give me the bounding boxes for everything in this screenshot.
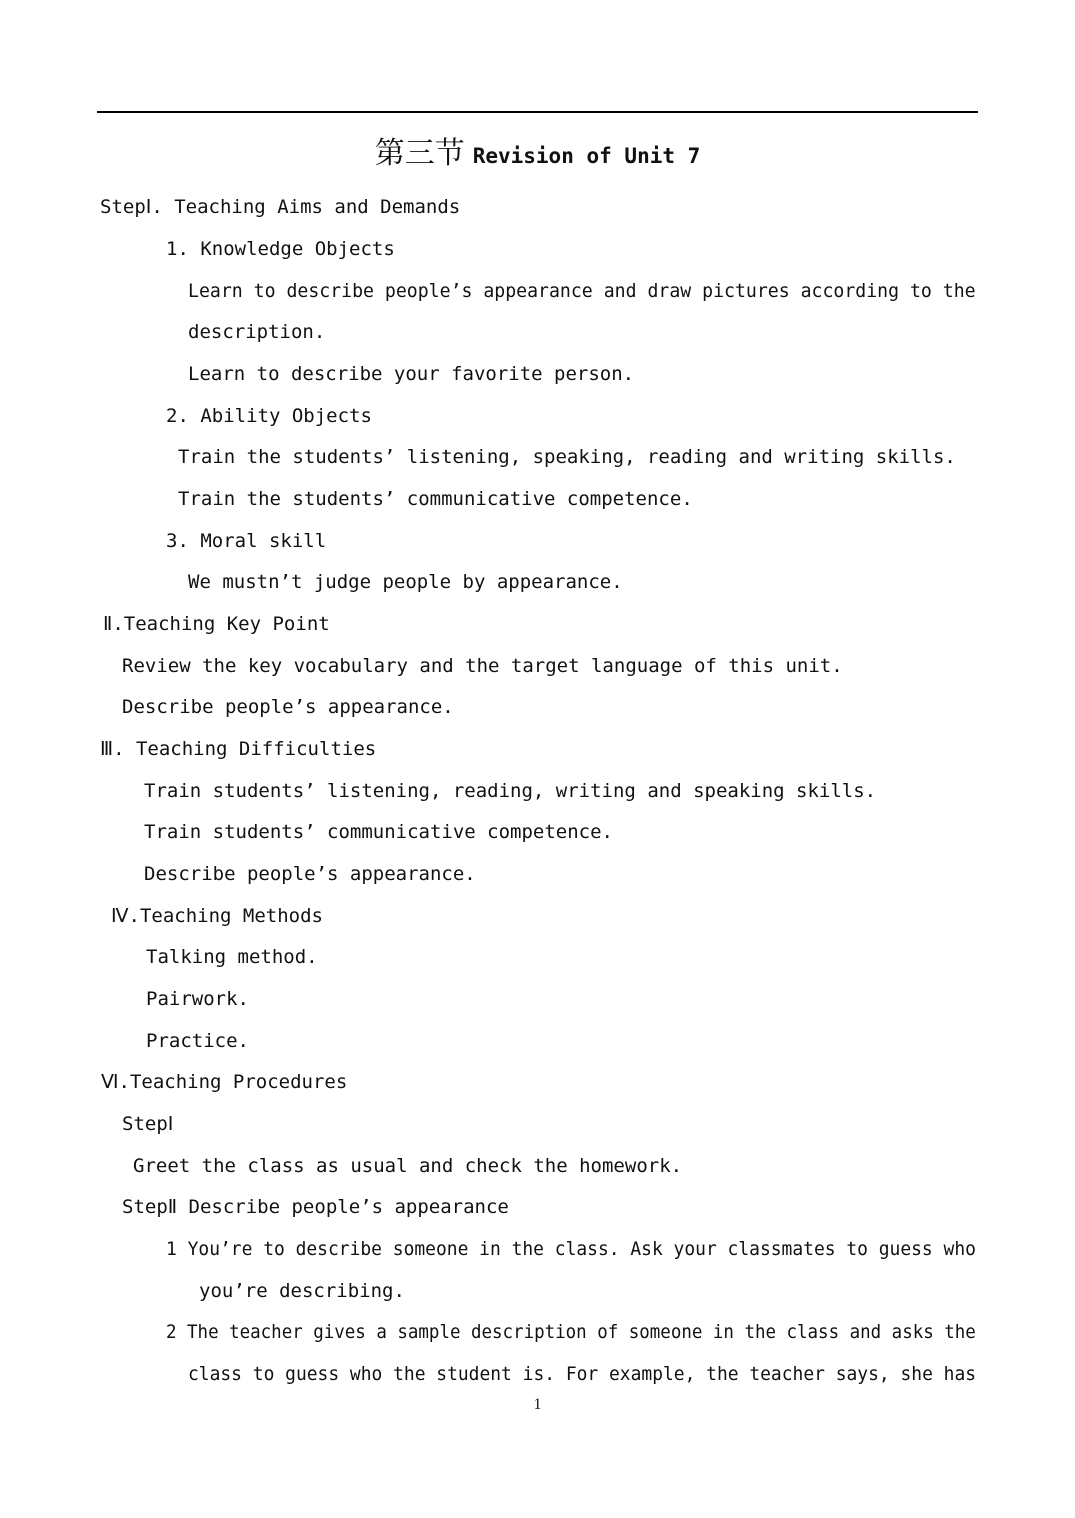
title-english: Revision of Unit 7 [472, 144, 701, 168]
text-line: Train students’ listening, reading, writing and speaking skills. [144, 780, 877, 802]
text-line: description. [188, 321, 326, 343]
subheading-moral: 3. Moral skill [166, 530, 327, 552]
text-line: Train students’ communicative competence. [144, 821, 613, 843]
text-line: 2 The teacher gives a sample description of someone in the class and asks the [166, 1321, 976, 1343]
title-chinese: 第三节 [374, 136, 465, 171]
text-line: Train the students’ listening, speaking, reading and writing skills. [178, 446, 956, 468]
section-heading-key-point: Ⅱ.Teaching Key Point [103, 613, 330, 635]
text-line: Practice. [146, 1030, 249, 1052]
text-line: you’re describing. [199, 1280, 405, 1302]
section-heading-difficulties: Ⅲ. Teaching Difficulties [100, 738, 377, 760]
text-line: Describe people’s appearance. [144, 863, 476, 885]
text-line: 1 You’re to describe someone in the class. Ask your classmates to guess who [166, 1238, 976, 1260]
page-number: 1 [533, 1396, 542, 1413]
text-line: Learn to describe people’s appearance and draw pictures according to the [188, 280, 976, 302]
page-title [0, 128, 1075, 172]
text-line: Review the key vocabulary and the target language of this unit. [122, 655, 843, 677]
text-line: Describe people’s appearance. [122, 696, 454, 718]
text-line: class to guess who the student is. For example, the teacher says, she has [188, 1363, 977, 1385]
subheading-ability: 2. Ability Objects [166, 405, 372, 427]
text-line: Talking method. [146, 946, 318, 968]
step-heading: StepⅠ [122, 1113, 174, 1135]
section-heading-methods: Ⅳ.Teaching Methods [111, 905, 323, 927]
step-heading: StepⅡ Describe people’s appearance [122, 1196, 509, 1218]
text-line: Greet the class as usual and check the homework. [133, 1155, 683, 1177]
subheading-knowledge: 1. Knowledge Objects [166, 238, 395, 260]
text-line: Train the students’ communicative competence. [178, 488, 693, 510]
section-heading-aims: StepⅠ. Teaching Aims and Demands [100, 196, 461, 218]
text-line: We mustn’t judge people by appearance. [188, 571, 623, 593]
header-rule [97, 111, 978, 113]
text-line: Pairwork. [146, 988, 249, 1010]
section-heading-procedures: Ⅵ.Teaching Procedures [101, 1071, 348, 1093]
text-line: Learn to describe your favorite person. [188, 363, 635, 385]
